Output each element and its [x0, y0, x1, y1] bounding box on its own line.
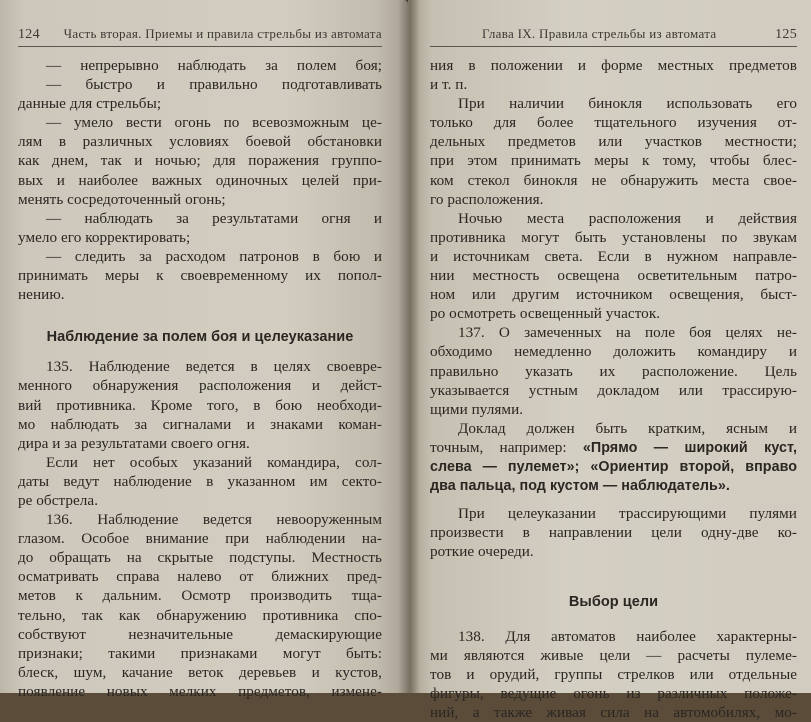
- text-line: осматривать справа налево от ближних пред-: [18, 568, 382, 586]
- right-page: [408, 0, 811, 721]
- text-line: Если нет особых указаний командира, сол-: [46, 453, 382, 471]
- right-running-title: Глава IX. Правила стрельбы из автомата: [482, 26, 717, 41]
- text-line: менять сосредоточенный огонь;: [18, 190, 226, 208]
- text-line: — быстро и правильно подготавливать: [46, 76, 382, 94]
- text-line: — наблюдать за результатами огня и: [46, 209, 382, 227]
- text-line: ком стекол бинокля не обнаружить места свое-: [430, 171, 797, 189]
- text-line: появление новых мелких предметов, измене-: [18, 682, 382, 700]
- text-line: обходимо немедленно доложить командиру и: [430, 343, 797, 361]
- text-line: противника могут быть установлены по звукам: [430, 228, 797, 246]
- text-line: признаки; такими признаками могут быть:: [18, 644, 382, 662]
- text-line: Доклад должен быть кратким, ясным и: [458, 419, 797, 437]
- text-line: собствуют незначительные демаскирующие: [18, 625, 382, 643]
- section-heading-observation: Наблюдение за полем боя и целеуказание: [46, 329, 354, 346]
- text-line: ро осмотреть освещенный участок.: [430, 305, 661, 323]
- text-line: нению.: [18, 286, 65, 304]
- right-page-header: [430, 26, 797, 47]
- right-block-targets: [430, 627, 797, 722]
- text-line: роткие очереди.: [430, 543, 534, 561]
- left-page-number: 124: [18, 27, 40, 42]
- text-line: 135. Наблюдение ведется в целях своевре-: [46, 358, 382, 376]
- text-line: умело его корректировать;: [18, 228, 191, 246]
- text-line: ния в положении и форме местных предметов: [430, 57, 797, 74]
- text-line: и источникам света. Если в нужном направле-: [430, 247, 797, 265]
- text-line: 138. Для автоматов наиболее характерны-: [458, 627, 797, 645]
- example-line-3: два пальца, под кустом — наблюдатель».: [430, 478, 730, 495]
- text-line: фигуры, ведущие огонь из различных положе-: [430, 684, 797, 702]
- text-line: ми являются живые цели — расчеты пулеме-: [430, 646, 797, 664]
- text-line: нии местность освещена осветительным патро-: [430, 267, 797, 285]
- text-line: произвести в направлении цели одну-две ко-: [430, 524, 797, 542]
- text-line: — непрерывно наблюдать за полем боя;: [46, 57, 382, 74]
- text-line: щими пулями.: [430, 400, 524, 418]
- text-line: тов и орудий, группы стрелков или отдельные: [430, 665, 797, 683]
- text-line: 137. О замеченных на поле боя целях не-: [458, 324, 797, 342]
- left-block-observation: [18, 357, 382, 701]
- example-line-1: точным, например: «Прямо — широкий куст,: [430, 438, 797, 456]
- text-line: тельно, так как обнаружению противника спо-: [18, 606, 382, 624]
- text-line: лям в различных условиях боевой обстановки: [18, 133, 382, 151]
- text-line: дельных предметов или участков местности;: [430, 133, 797, 151]
- text-line: как днем, так и ночью; для поражения группо-: [18, 152, 382, 170]
- text-line: — умело вести огонь по всевозможным це-: [46, 114, 382, 132]
- text-line: Ночью места расположения и действия: [458, 209, 797, 227]
- right-block-tracer: [430, 504, 797, 561]
- text-line: при этом принимать меры к тому, чтобы блес-: [430, 152, 797, 170]
- text-line: менного обнаружения расположения и дейст-: [18, 377, 382, 395]
- text-line: до обращать на скрытые подступы. Местность: [18, 549, 382, 567]
- text-line: — следить за расходом патронов в бою и: [46, 247, 382, 265]
- text-line: ре обстрела.: [18, 491, 99, 509]
- right-page-number: 125: [775, 27, 797, 42]
- text-line: го расположения.: [430, 190, 544, 208]
- text-line: глазом. Особое внимание при наблюдении на-: [18, 530, 382, 548]
- left-page: [0, 0, 408, 700]
- left-page-header: [18, 26, 382, 47]
- text-line: указывается устным докладом или трассирую-: [430, 381, 797, 399]
- text-line: 136. Наблюдение ведется невооруженным: [46, 511, 382, 529]
- left-page-body: [18, 56, 382, 701]
- left-block-duties: [18, 56, 382, 304]
- text-line: блеск, шум, качание веток деревьев и кустов,: [18, 663, 382, 681]
- text-line: мо наблюдать за сигналами и знаками коман-: [18, 415, 382, 433]
- section-heading-target-selection: Выбор цели: [568, 594, 659, 611]
- text-line: При целеуказании трассирующими пулями: [458, 505, 797, 523]
- left-running-title: Часть вторая. Приемы и правила стрельбы из автомата: [63, 26, 382, 41]
- right-block-binoculars: [430, 56, 797, 438]
- text-line: метов к дальним. Осмотр производить тща-: [18, 587, 382, 605]
- text-line: данные для стрельбы;: [18, 95, 162, 113]
- text-line: ний, а также живая сила на автомобилях, мо-: [430, 703, 797, 721]
- text-line: правильно указать их расположение. Цель: [430, 362, 797, 380]
- text-line: даты ведут наблюдение в указанном им секто-: [18, 472, 382, 490]
- text-line: вий противника. Кроме того, в бою необходи-: [18, 396, 382, 414]
- text-line: При наличии бинокля использовать его: [458, 95, 797, 113]
- example-line-2: слева — пулемет»; «Ориентир второй, вправо: [430, 458, 797, 475]
- text-line: дира и за результатами своего огня.: [18, 434, 250, 452]
- text-line: ном или другим источником освещения, быст-: [430, 286, 797, 304]
- text-line: и т. п.: [430, 76, 468, 94]
- text-line: вых и наиболее важных одиночных целей при-: [18, 171, 382, 189]
- right-page-body: [430, 56, 797, 722]
- text-line: принимать меры к своевременному их попол-: [18, 267, 382, 285]
- text-line: только для более тщательного изучения от-: [430, 114, 797, 132]
